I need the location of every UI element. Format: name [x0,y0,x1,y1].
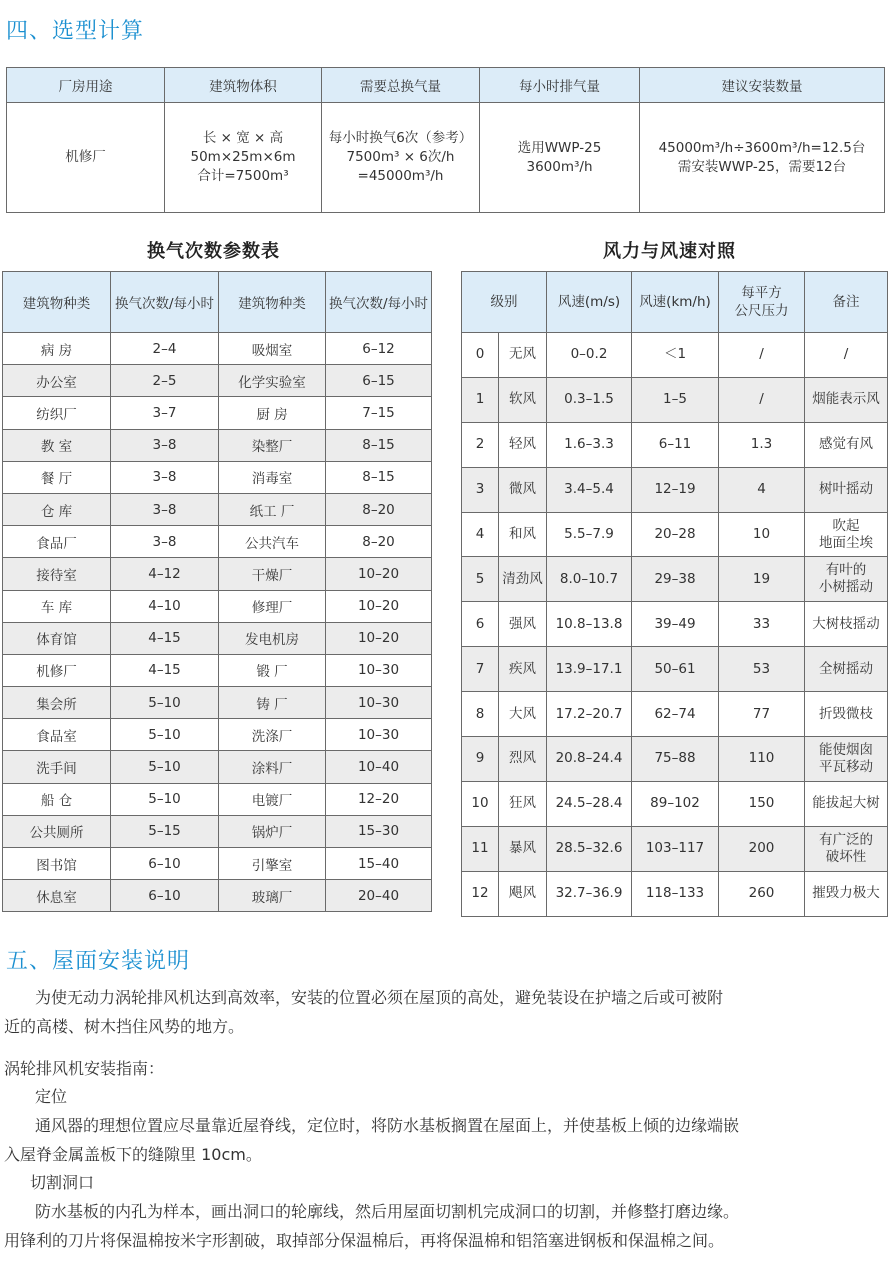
wind-cell: 4 [719,467,805,512]
ach-cell: 10–30 [326,719,432,751]
wind-cell: 77 [719,692,805,737]
wind-row [462,692,888,737]
wind-row [462,602,888,647]
ach-cell: 3–8 [111,461,219,493]
wind-cell: 53 [719,647,805,692]
wind-cell: 7 [462,647,499,692]
wind-note-line: 全树摇动 [819,660,873,677]
step1-title: 定位 [35,1087,68,1106]
wind-cell: 12–19 [632,467,719,512]
wind-note-cell [805,871,888,916]
ach-cell: 洗涤厂 [219,719,326,751]
wind-cell: 13.9–17.1 [547,647,632,692]
wind-cell: 6 [462,602,499,647]
ach-row [3,654,432,686]
wind-cell: 软风 [499,377,547,422]
ach-cell: 5–15 [111,815,219,847]
wind-note-cell [805,781,888,826]
wind-cell: 烈风 [499,737,547,782]
ach-cell: 食品室 [3,719,111,751]
wind-row [462,422,888,467]
cell-suggest [640,103,885,213]
wind-cell: 62–74 [632,692,719,737]
wind-note-line: 有叶的 [825,562,867,579]
ach-row [3,558,432,590]
wind-note-cell [805,333,888,378]
ach-cell: 8–15 [326,429,432,461]
wind-cell: 10 [462,781,499,826]
ach-cell: 仓 库 [3,493,111,525]
wind-header-row [462,272,888,333]
ach-cell: 引擎室 [219,848,326,880]
ach-cell: 电镀厂 [219,783,326,815]
ach-header-row [3,272,432,333]
ach-cell: 发电机房 [219,622,326,654]
ach-cell: 8–15 [326,461,432,493]
wind-cell: 3 [462,467,499,512]
ach-cell: 吸烟室 [219,333,326,365]
wind-cell: 12 [462,871,499,916]
ach-cell: 餐 厅 [3,461,111,493]
wind-row [462,557,888,602]
ach-cell: 3–8 [111,493,219,525]
ach-cell: 8–20 [326,493,432,525]
wind-cell: 1.6–3.3 [547,422,632,467]
wind-cell: 8.0–10.7 [547,557,632,602]
wind-cell: 5.5–7.9 [547,512,632,557]
header-total-air: 需要总换气量 [322,68,480,103]
ach-cell: 纸工 厂 [219,493,326,525]
ach-cell: 5–10 [111,719,219,751]
wind-cell: 118–133 [632,871,719,916]
wind-cell: 0.3–1.5 [547,377,632,422]
ach-cell: 机修厂 [3,654,111,686]
ach-cell: 12–20 [326,783,432,815]
ach-cell: 玻璃厂 [219,880,326,912]
wind-cell: / [719,377,805,422]
ach-cell: 教 室 [3,429,111,461]
wind-row [462,871,888,916]
ach-cell: 修理厂 [219,590,326,622]
wind-cell: 5 [462,557,499,602]
step2-line-1: 防水基板的内孔为样本，画出洞口的轮廓线，然后用屋面切割机完成洞口的切割，并修整打磨边缘。 [35,1202,740,1221]
ach-cell: 铸 厂 [219,687,326,719]
wind-note-line: 破坏性 [825,848,867,865]
wind-cell: 150 [719,781,805,826]
total-line: 7500m³ × 6次/h [346,149,455,165]
ach-cell: 食品厂 [3,526,111,558]
cell-use: 机修厂 [7,103,165,213]
wind-cell: 暴风 [499,826,547,871]
ach-cell: 5–10 [111,783,219,815]
ach-header: 建筑物种类 [219,272,326,333]
ach-row [3,365,432,397]
wind-cell: 75–88 [632,737,719,782]
wind-note-cell [805,467,888,512]
wind-note-cell [805,692,888,737]
ach-cell: 8–20 [326,526,432,558]
suggest-line: 45000m³/h÷3600m³/h=12.5台 [658,139,866,156]
ach-cell: 10–20 [326,590,432,622]
wind-note-line: / [843,346,849,363]
ach-row [3,687,432,719]
ach-cell: 3–7 [111,397,219,429]
wind-cell: 110 [719,737,805,782]
wind-note-cell [805,512,888,557]
wind-cell: 3.4–5.4 [547,467,632,512]
ach-header: 建筑物种类 [3,272,111,333]
ach-cell: 4–10 [111,590,219,622]
wind-note-line: 烟能表示风 [812,391,880,408]
ach-cell: 10–30 [326,654,432,686]
ach-cell: 锅炉厂 [219,815,326,847]
ach-cell: 6–15 [326,365,432,397]
wind-cell: 清劲风 [499,557,547,602]
ach-header: 换气次数/每小时 [326,272,432,333]
ach-cell: 4–12 [111,558,219,590]
ach-cell: 体育馆 [3,622,111,654]
wind-cell: 微风 [499,467,547,512]
ach-cell: 公共汽车 [219,526,326,558]
volume-line: 长 × 宽 × 高 [202,130,284,146]
wind-cell: 260 [719,871,805,916]
wind-note-line: 平瓦移动 [819,758,873,775]
ach-cell: 3–8 [111,429,219,461]
ach-cell: 10–20 [326,622,432,654]
wind-cell: 0–0.2 [547,333,632,378]
wind-table-title: 风力与风速对照 [603,241,736,262]
ach-cell: 锻 厂 [219,654,326,686]
wind-cell: 39–49 [632,602,719,647]
ach-row [3,751,432,783]
ach-cell: 涂料厂 [219,751,326,783]
wind-row [462,467,888,512]
ach-cell: 2–5 [111,365,219,397]
wind-cell: 强风 [499,602,547,647]
ach-cell: 20–40 [326,880,432,912]
wind-row [462,781,888,826]
ach-cell: 3–8 [111,526,219,558]
wind-note-line: 大树枝摇动 [812,615,880,632]
wind-cell: 1–5 [632,377,719,422]
volume-line: 合计=7500m³ [197,168,289,184]
wind-cell: 28.5–32.6 [547,826,632,871]
ach-cell: 15–30 [326,815,432,847]
wind-row [462,377,888,422]
ach-cell: 洗手间 [3,751,111,783]
wind-cell: 和风 [499,512,547,557]
ach-cell: 船 仓 [3,783,111,815]
ach-cell: 休息室 [3,880,111,912]
cell-hourly [480,103,640,213]
ach-row [3,783,432,815]
ach-cell: 6–12 [326,333,432,365]
wind-cell: 32.7–36.9 [547,871,632,916]
header-use: 厂房用途 [7,68,165,103]
total-line: 每小时换气6次（参考） [328,130,473,146]
ach-body [3,333,432,912]
wind-cell: 4 [462,512,499,557]
wind-row [462,647,888,692]
ach-row [3,622,432,654]
wind-note-line: 能拔起大树 [812,795,880,812]
ach-cell: 办公室 [3,365,111,397]
wind-row [462,737,888,782]
wind-cell: / [719,333,805,378]
ach-cell: 4–15 [111,622,219,654]
ach-cell: 5–10 [111,687,219,719]
wind-row [462,826,888,871]
step2-title: 切割洞口 [30,1173,95,1192]
wind-row [462,512,888,557]
wind-cell: 50–61 [632,647,719,692]
wind-note-cell [805,557,888,602]
ach-cell: 病 房 [3,333,111,365]
wind-header-ms: 风速(m/s) [547,272,632,333]
hourly-line: 选用WWP-25 [517,139,602,156]
wind-header-kmh: 风速(km/h) [632,272,719,333]
wind-note-line: 感觉有风 [819,436,873,453]
step1-line-2: 入屋脊金属盖板下的缝隙里 10cm。 [4,1145,262,1164]
air-change-table [2,271,432,912]
ach-cell: 化学实验室 [219,365,326,397]
ach-row [3,815,432,847]
ach-cell: 车 库 [3,590,111,622]
ach-row [3,880,432,912]
wind-cell: 24.5–28.4 [547,781,632,826]
wind-note-line: 地面尘埃 [819,534,873,551]
pressure-line: 每平方 [741,285,782,301]
wind-body [462,333,888,917]
ach-row [3,526,432,558]
ach-cell: 10–40 [326,751,432,783]
wind-note-line: 小树摇动 [819,579,873,596]
ach-cell: 6–10 [111,880,219,912]
ach-cell: 15–40 [326,848,432,880]
ach-cell: 纺织厂 [3,397,111,429]
ach-row [3,461,432,493]
wind-note-cell [805,377,888,422]
wind-header-level: 级别 [462,272,547,333]
wind-cell: 0 [462,333,499,378]
ach-cell: 染整厂 [219,429,326,461]
wind-cell: 9 [462,737,499,782]
ach-cell: 6–10 [111,848,219,880]
wind-note-line: 折毁微枝 [819,705,873,722]
suggest-line: 需安装WWP-25，需要12台 [677,158,847,175]
wind-header-note: 备注 [805,272,888,333]
wind-cell: ＜1 [632,333,719,378]
wind-note-line: 摧毁力极大 [812,885,880,902]
wind-cell: 6–11 [632,422,719,467]
ach-cell: 图书馆 [3,848,111,880]
wind-note-line: 吹起 [832,517,860,534]
selection-table [6,67,885,213]
wind-note-cell [805,647,888,692]
wind-cell: 11 [462,826,499,871]
ach-row [3,848,432,880]
header-volume: 建筑物体积 [165,68,322,103]
wind-cell: 200 [719,826,805,871]
wind-cell: 29–38 [632,557,719,602]
wind-cell: 大风 [499,692,547,737]
ach-row [3,397,432,429]
wind-note-cell [805,826,888,871]
ach-cell: 5–10 [111,751,219,783]
wind-note-line: 有广泛的 [819,831,873,848]
selection-row [7,103,885,213]
wind-note-cell [805,602,888,647]
wind-cell: 10.8–13.8 [547,602,632,647]
ach-cell: 2–4 [111,333,219,365]
wind-cell: 89–102 [632,781,719,826]
wind-cell: 飓风 [499,871,547,916]
ach-row [3,493,432,525]
guide-title: 涡轮排风机安装指南： [4,1059,165,1078]
ach-cell: 厨 房 [219,397,326,429]
ach-table-title: 换气次数参数表 [147,241,280,262]
wind-cell: 1.3 [719,422,805,467]
selection-header-row [7,68,885,103]
wind-cell: 2 [462,422,499,467]
wind-note-cell [805,737,888,782]
ach-header: 换气次数/每小时 [111,272,219,333]
step1-line-1: 通风器的理想位置应尽量靠近屋脊线，定位时，将防水基板搁置在屋面上，并使基板上倾的边缘端嵌 [35,1116,740,1135]
ach-cell: 公共厕所 [3,815,111,847]
wind-cell: 无风 [499,333,547,378]
wind-note-line: 树叶摇动 [819,481,873,498]
wind-cell: 20–28 [632,512,719,557]
wind-cell: 10 [719,512,805,557]
intro-line-1: 为使无动力涡轮排风机达到高效率，安装的位置必须在屋顶的高处，避免装设在护墙之后或可被附 [35,988,724,1007]
wind-cell: 17.2–20.7 [547,692,632,737]
wind-row [462,333,888,378]
step2-line-2: 用锋利的刀片将保温棉按米字形割破，取掉部分保温棉后，再将保温棉和铝箔塞进钢板和保温棉之间。 [4,1231,725,1250]
ach-cell: 10–20 [326,558,432,590]
pressure-line: 公尺压力 [734,303,789,319]
ach-cell: 7–15 [326,397,432,429]
wind-speed-table [461,271,888,917]
section5-title: 五、屋面安装说明 [6,949,191,974]
ach-cell: 4–15 [111,654,219,686]
ach-row [3,429,432,461]
wind-cell: 1 [462,377,499,422]
wind-cell: 狂风 [499,781,547,826]
wind-cell: 20.8–24.4 [547,737,632,782]
cell-volume [165,103,322,213]
wind-cell: 33 [719,602,805,647]
cell-total [322,103,480,213]
wind-cell: 轻风 [499,422,547,467]
header-suggest: 建议安装数量 [640,68,885,103]
ach-cell: 10–30 [326,687,432,719]
ach-row [3,590,432,622]
wind-cell: 8 [462,692,499,737]
ach-cell: 消毒室 [219,461,326,493]
ach-cell: 接待室 [3,558,111,590]
ach-row [3,333,432,365]
wind-note-cell [805,422,888,467]
wind-note-line: 能使烟囱 [819,741,873,758]
volume-line: 50m×25m×6m [190,149,296,165]
wind-cell: 疾风 [499,647,547,692]
wind-cell: 103–117 [632,826,719,871]
wind-cell: 19 [719,557,805,602]
total-line: =45000m³/h [357,168,444,184]
section4-title: 四、选型计算 [6,19,145,44]
header-hourly: 每小时排气量 [480,68,640,103]
wind-header-pressure [719,272,805,333]
intro-line-2: 近的高楼、树木挡住风势的地方。 [4,1017,245,1036]
hourly-line: 3600m³/h [526,158,593,175]
ach-cell: 集会所 [3,687,111,719]
ach-cell: 干燥厂 [219,558,326,590]
ach-row [3,719,432,751]
